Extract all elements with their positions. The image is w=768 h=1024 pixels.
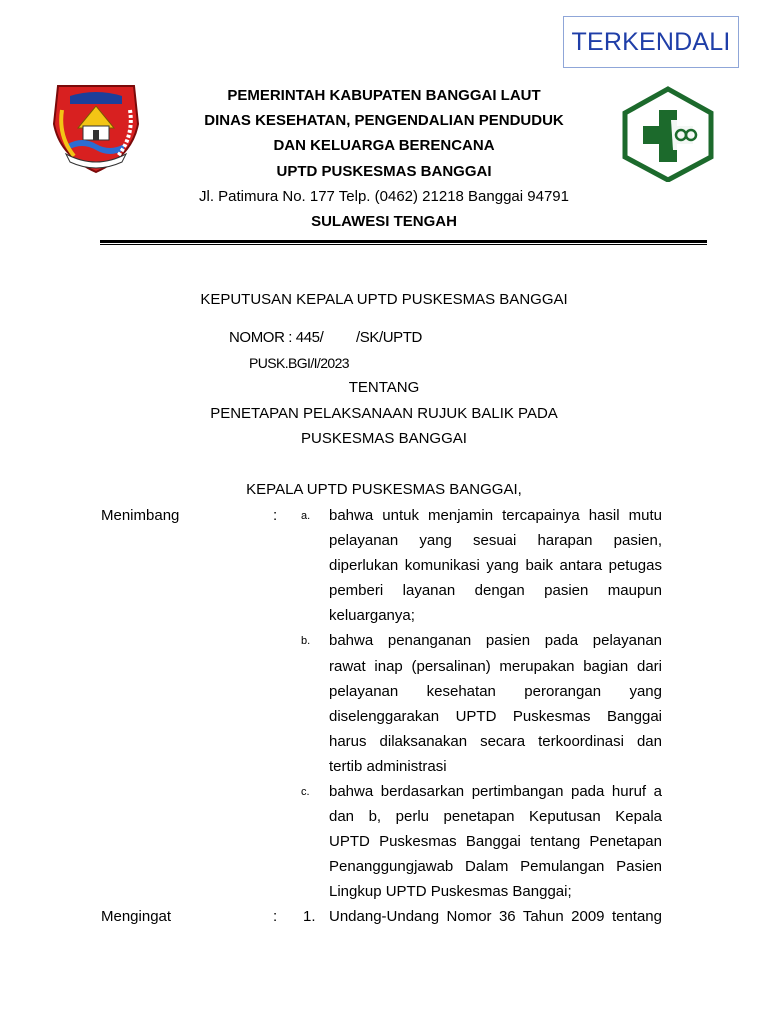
decree-subject: PENETAPAN PELAKSANAAN RUJUK BALIK PADA	[210, 405, 558, 422]
item-b-line: bahwa penanganan pasien pada pelayanan	[329, 632, 662, 649]
item-b-line: harus dilaksanakan secara terkoordinasi dan	[329, 733, 662, 750]
item-c-line: UPTD Puskesmas Banggai tentang Penetapan	[329, 833, 662, 850]
decree-title: KEPUTUSAN KEPALA UPTD PUSKESMAS BANGGAI	[200, 291, 568, 308]
letterhead-address: Jl. Patimura No. 177 Telp. (0462) 21218 Banggai 94791	[199, 188, 569, 205]
decree-subject-cont: PUSKESMAS BANGGAI	[301, 430, 467, 447]
letterhead-agency-cont: DAN KELUARGA BERENCANA	[273, 137, 495, 154]
menimbang-label: Menimbang	[101, 507, 180, 524]
letterhead-divider-thin	[100, 244, 707, 245]
item-a-line: bahwa untuk menjamin tercapainya hasil mutu	[329, 507, 662, 524]
item-b-line: pelayanan kesehatan perorangan yang	[329, 683, 662, 700]
item-a-line: pemberi layanan dengan pasien maupun	[329, 582, 662, 599]
decree-about: TENTANG	[348, 379, 420, 396]
item-b-line: tertib administrasi	[329, 758, 447, 775]
item-marker-c: c.	[301, 786, 310, 798]
decree-number-cont: PUSK.BGI/I/2023	[249, 355, 349, 371]
menimbang-colon: :	[273, 507, 278, 524]
mengingat-colon: :	[273, 908, 278, 925]
item-b-line: rawat inap (persalinan) merupakan bagian dari	[329, 658, 662, 675]
item-marker-a: a.	[301, 510, 311, 522]
item-c-line: Lingkup UPTD Puskesmas Banggai;	[329, 883, 572, 900]
letterhead-unit: UPTD PUSKESMAS BANGGAI	[276, 163, 492, 180]
item-marker-1: 1.	[303, 908, 316, 925]
item-b-line: diselenggarakan UPTD Puskesmas Banggai	[329, 708, 662, 725]
item-c-line: dan b, perlu penetapan Keputusan Kepala	[329, 808, 662, 825]
item-a-line: keluarganya;	[329, 607, 415, 624]
item-c-line: bahwa berdasarkan pertimbangan pada huruf a	[329, 783, 662, 800]
item-a-line: pelayanan yang sesuai harapan pasien,	[329, 532, 662, 549]
item-marker-b: b.	[301, 635, 311, 647]
decree-issuer: KEPALA UPTD PUSKESMAS BANGGAI,	[246, 481, 522, 498]
letterhead-divider	[100, 240, 707, 243]
controlled-copy-stamp: TERKENDALI	[563, 16, 739, 68]
decree-number-suffix: /SK/UPTD	[356, 329, 422, 346]
letterhead-agency: DINAS KESEHATAN, PENGENDALIAN PENDUDUK	[204, 112, 564, 129]
item-c-line: Penanggungjawab Dalam Pemulangan Pasien	[329, 858, 662, 875]
mengingat-label: Mengingat	[101, 908, 172, 925]
item-a-line: diperlukan komunikasi yang baik antara petugas	[329, 557, 662, 574]
item-1-line: Undang-Undang Nomor 36 Tahun 2009 tentang	[329, 908, 662, 925]
decree-number: NOMOR : 445/	[229, 329, 324, 346]
letterhead-government: PEMERINTAH KABUPATEN BANGGAI LAUT	[227, 87, 541, 104]
letterhead-region: SULAWESI TENGAH	[311, 213, 457, 230]
